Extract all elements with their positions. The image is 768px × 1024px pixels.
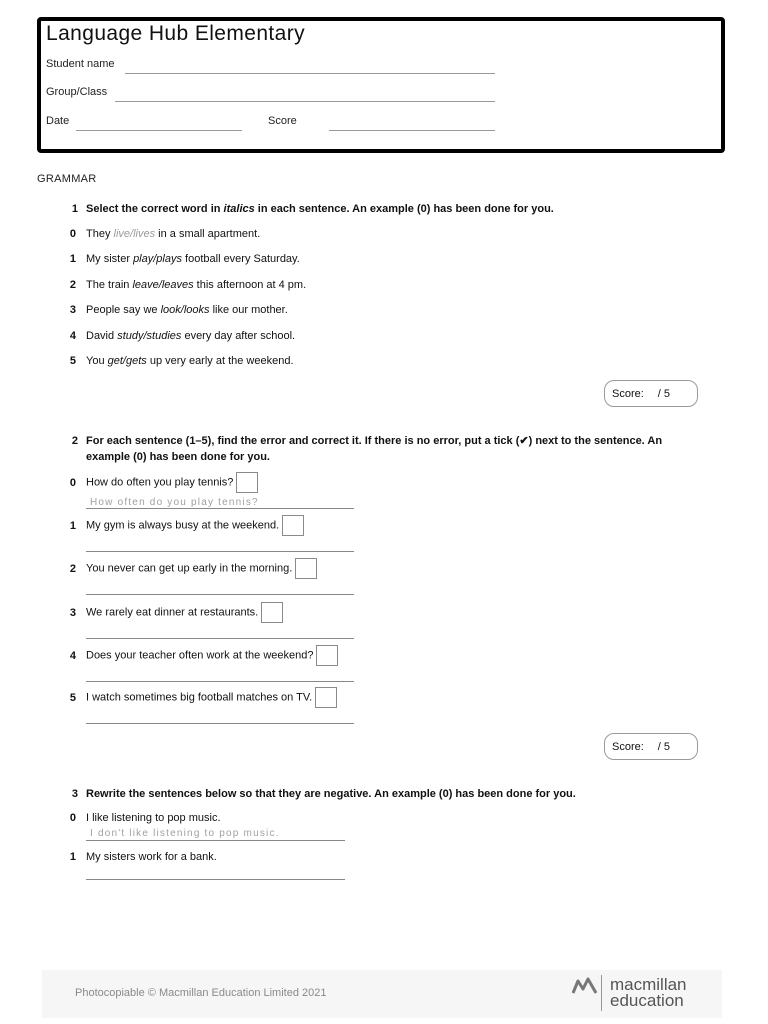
student-name-label: Student name (46, 58, 115, 70)
score-box-total: / 5 (657, 740, 671, 753)
sentence-text: I watch sometimes big football matches on TV. (86, 691, 313, 704)
section-title: GRAMMAR (37, 173, 97, 185)
sentence (86, 687, 337, 708)
sentence (86, 558, 317, 579)
date-label: Date (46, 115, 70, 127)
item-number: 0 (69, 228, 76, 240)
date-field[interactable] (76, 130, 242, 131)
sentence (86, 602, 283, 623)
item-number: 3 (69, 607, 76, 619)
item-number: 4 (69, 650, 76, 662)
worksheet-title: Language Hub Elementary (46, 22, 306, 45)
sentence-text: You (86, 355, 108, 367)
logo-divider (601, 975, 602, 1011)
sentence (86, 253, 300, 265)
item-number: 2 (69, 563, 76, 575)
score-box-total: / 5 (657, 387, 671, 400)
sentence-text: football every Saturday. (181, 253, 300, 265)
sentence-text: Does your teacher often work at the weekend? (86, 649, 314, 662)
answer-line[interactable] (86, 723, 354, 724)
sentence-text: David (86, 330, 118, 342)
score-box-label: Score: (612, 740, 644, 753)
score-box[interactable] (604, 733, 698, 760)
word-choice[interactable]: study/studies (117, 330, 182, 342)
exercise-instruction: For each sentence (1–5), find the error and correct it. If there is no error, put a tick (✔) next to the sentence. An example (0) has been done for you. (86, 435, 663, 463)
tick-box[interactable] (261, 602, 283, 623)
sentence (86, 304, 288, 316)
item-number: 3 (69, 304, 76, 316)
answer-line[interactable] (86, 879, 345, 880)
tick-box[interactable] (295, 558, 317, 579)
tick-box[interactable] (316, 645, 338, 666)
answer-line[interactable] (86, 551, 354, 552)
sentence-text: My sister (86, 253, 134, 265)
sentence-text: How do often you play tennis? (86, 476, 234, 489)
item-number: 4 (69, 330, 76, 342)
sentence (86, 279, 306, 291)
word-choice[interactable]: get/gets (107, 355, 147, 367)
sentence: My sisters work for a bank. (86, 851, 217, 863)
sentence-text: People say we (86, 304, 161, 316)
sentence (86, 515, 304, 536)
item-number: 0 (69, 477, 76, 489)
logo-text-line1: macmillan (610, 975, 687, 994)
word-choice[interactable]: live/lives (113, 228, 156, 240)
group-class-field[interactable] (115, 101, 495, 102)
exercise-number: 2 (71, 435, 78, 447)
sentence-text: The train (86, 279, 133, 291)
sentence-text: like our mother. (209, 304, 288, 316)
sentence-text: My gym is always busy at the weekend. (86, 519, 280, 532)
macmillan-logo-icon (572, 977, 598, 995)
item-number: 1 (69, 851, 76, 863)
answer-line[interactable] (86, 681, 354, 682)
sentence-text: this afternoon at 4 pm. (193, 279, 307, 291)
item-number: 1 (69, 253, 76, 265)
item-number: 5 (69, 355, 76, 367)
tick-box[interactable] (236, 472, 258, 493)
word-choice[interactable]: look/looks (160, 304, 210, 316)
logo-text-line2: education (610, 991, 684, 1010)
word-choice[interactable]: play/plays (133, 253, 182, 265)
sentence-text: They (86, 228, 114, 240)
sentence (86, 472, 258, 493)
group-class-label: Group/Class (46, 86, 108, 98)
exercise-number: 1 (71, 203, 78, 215)
sentence (86, 228, 260, 240)
item-number: 2 (69, 279, 76, 291)
sentence-text: You never can get up early in the morning. (86, 562, 293, 575)
sentence-text: We rarely eat dinner at restaurants. (86, 606, 259, 619)
score-box[interactable] (604, 380, 698, 407)
exercise-number: 3 (71, 788, 78, 800)
example-answer: I don't like listening to pop music. (90, 828, 280, 839)
score-field[interactable] (329, 130, 495, 131)
tick-box[interactable] (315, 687, 337, 708)
score-box-label: Score: (612, 387, 644, 400)
sentence-text: every day after school. (181, 330, 296, 342)
sentence: I like listening to pop music. (86, 812, 221, 824)
score-label: Score (268, 115, 297, 127)
item-number: 0 (69, 812, 76, 824)
exercise-instruction: Select the correct word in italics in each sentence. An example (0) has been done for you. (86, 203, 554, 215)
answer-line[interactable] (86, 508, 354, 509)
word-choice[interactable]: leave/leaves (132, 279, 194, 291)
copyright-text: Photocopiable © Macmillan Education Limited 2021 (75, 987, 327, 999)
exercise-instruction: Rewrite the sentences below so that they are negative. An example (0) has been done for you. (86, 788, 576, 800)
sentence (86, 645, 338, 666)
example-answer: How often do you play tennis? (90, 497, 259, 508)
answer-line[interactable] (86, 594, 354, 595)
tick-box[interactable] (282, 515, 304, 536)
item-number: 5 (69, 692, 76, 704)
sentence-text: in a small apartment. (155, 228, 261, 240)
student-name-field[interactable] (125, 73, 495, 74)
sentence (86, 330, 295, 342)
answer-line[interactable] (86, 638, 354, 639)
sentence (86, 355, 294, 367)
answer-line[interactable] (86, 840, 345, 841)
sentence-text: up very early at the weekend. (146, 355, 294, 367)
item-number: 1 (69, 520, 76, 532)
